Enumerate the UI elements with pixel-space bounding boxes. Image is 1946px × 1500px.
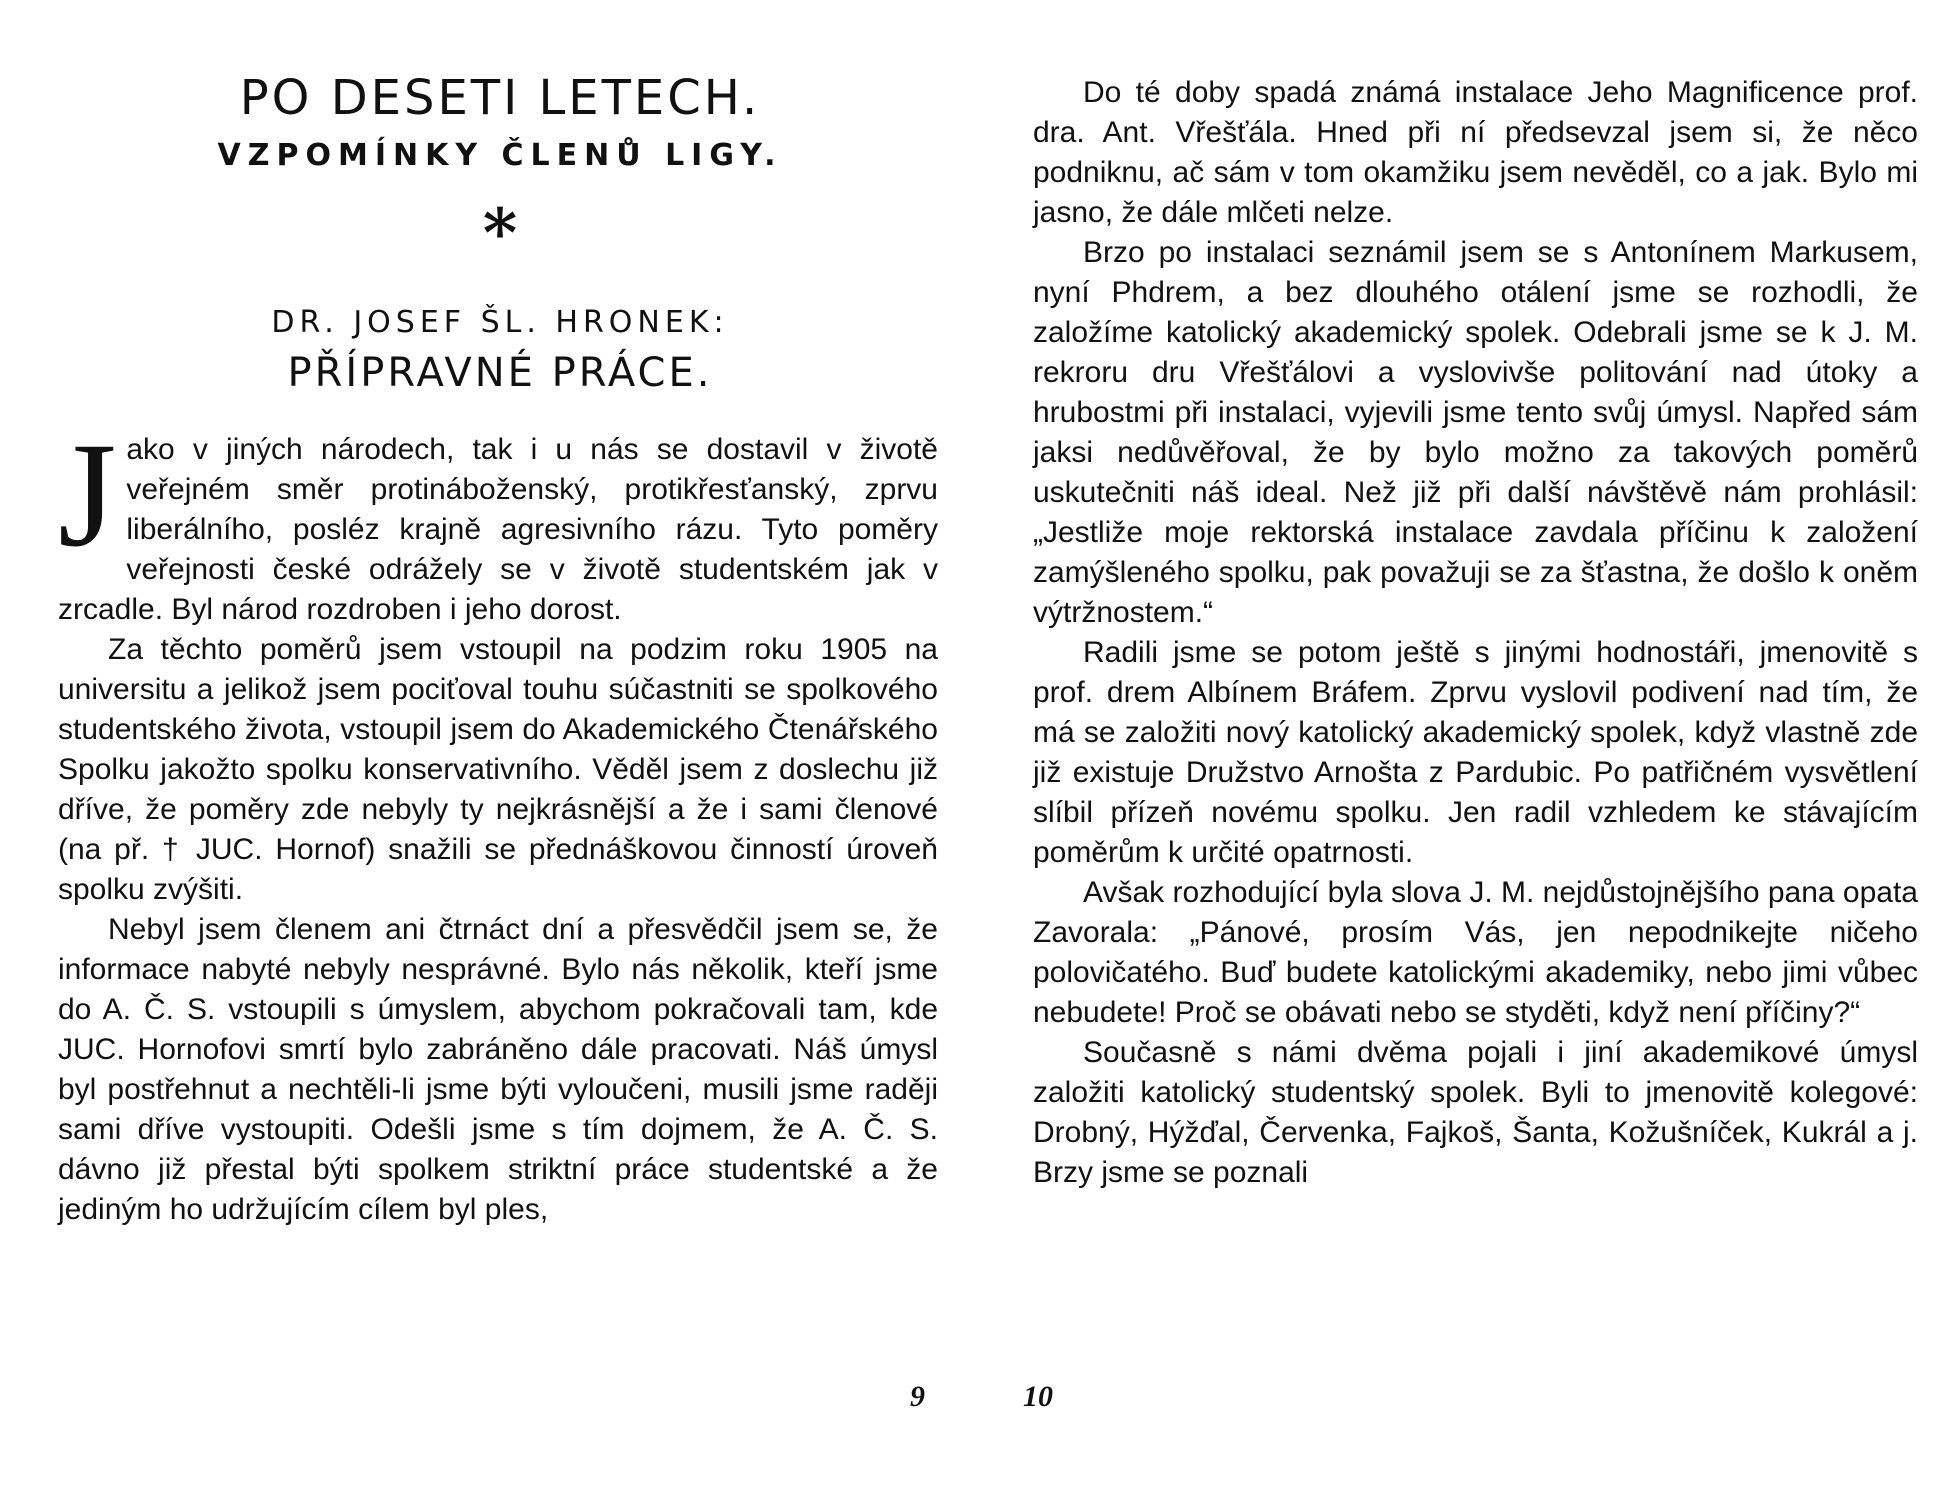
paragraph-5: Brzo po instalaci seznámil jsem se s Antonínem Markusem, nyní Phdrem, a bez dlouhého otálení jsme se rozhodli, že založíme katolický akademický spolek. Odebrali jsme se k J. M. rekroru dru Vřešťálovi a vyslovivše politování nad útoky a hrubostmi při instalaci, vyjevili jsme tento svůj úmysl. Napřed sám jaksi nedůvěřoval, že by bylo možno za takových poměrů uskutečniti náš ideal. Než již při další návštěvě nám prohlásil: „Jestliže moje rektorská instalace zavdala příčinu k založení zamýšleného spolku, pak považuji se za šťastna, že došlo k oněm výtržnostem.“ bbox=[1033, 236, 1918, 629]
article-title: PŘÍPRAVNÉ PRÁCE. bbox=[287, 350, 713, 396]
paragraph-4: Do té doby spadá známá instalace Jeho Magnificence prof. dra. Ant. Vřešťála. Hned při ní předsevzal jsem si, že něco podniknu, ač sám v tom okamžiku jsem nevěděl, co a jak. Bylo mi jasno, že dále mlčeti nelze. bbox=[1033, 76, 1918, 229]
right-body-text bbox=[1033, 73, 1918, 1193]
page-number-right: 10 bbox=[1023, 1380, 1053, 1413]
paragraph-6: Radili jsme se potom ještě s jinými hodnostáři, jmenovitě s prof. drem Albínem Bráfem. Zprvu vyslovil podivení nad tím, že má se založiti nový katolický akademický spolek, když vlastně zde již existuje Družstvo Arnošta z Pardubic. Po patřičném vysvětlení slíbil přízeň novému spolku. Jen radil vzhledem ke stávajícím poměrům k určité opatrnosti. bbox=[1033, 636, 1918, 869]
page-number-left: 9 bbox=[910, 1380, 925, 1413]
chapter-subtitle: VZPOMÍNKY ČLENŮ LIGY. bbox=[217, 138, 783, 173]
paragraph-8: Současně s námi dvěma pojali i jiní akademikové úmysl založiti katolický studentský spolek. Byli to jmenovitě kolegové: Drobný, Hýžďal, Červenka, Fajkoš, Šanta, Kožušníček, Kukrál a j. Brzy jsme se poznali bbox=[1033, 1036, 1918, 1189]
asterisk-ornament-icon: * bbox=[482, 194, 518, 272]
paragraph-1-text: ako v jiných národech, tak i u nás se dostavil v životě veřejném směr protináboženský, protikřesťanský, zprvu liberálního, posléz krajně agresivního rázu. Tyto poměry veřejnosti české odrážely se v životě studentském jak v zrcadle. Byl národ rozdroben i jeho dorost. bbox=[58, 433, 938, 626]
paragraph-3: Nebyl jsem členem ani čtrnáct dní a přesvědčil jsem se, že informace nabyté nebyly nesprávné. Bylo nás několik, kteří jsme do A. Č. S. vstoupili s úmyslem, abychom pokračovali tam, kde JUC. Hornofovi smrtí bylo zabráněno dále pracovati. Náš úmysl byl postřehnut a nechtěli-li jsme býti vyloučeni, musili jsme raději sami dříve vystoupiti. Odešli jsme s tím dojmem, že A. Č. S. dávno již přestal býti spolkem striktní práce studentské a že jediným ho udržujícím cílem byl ples, bbox=[58, 913, 938, 1226]
paragraph-2: Za těchto poměrů jsem vstoupil na podzim roku 1905 na universitu a jelikož jsem pociťoval touhu súčastniti se spolkového studentského života, vstoupil jsem do Akademického Čtenářského Spolku jakožto spolku konservativního. Věděl jsem z doslechu již dříve, že poměry zde nebyly ty nejkrásnější a že i sami členové (na př. † JUC. Hornof) snažili se přednáškovou činností úroveň spolku zvýšiti. bbox=[58, 633, 938, 906]
left-body-text bbox=[58, 412, 938, 1230]
drop-cap: J bbox=[58, 412, 117, 578]
chapter-title: PO DESETI LETECH. bbox=[239, 70, 761, 126]
article-author: DR. JOSEF ŠL. HRONEK: bbox=[271, 305, 729, 340]
paragraph-1 bbox=[58, 412, 938, 630]
right-page bbox=[973, 0, 1946, 1500]
paragraph-7: Avšak rozhodující byla slova J. M. nejdůstojnějšího pana opata Zavorala: „Pánové, prosím Vás, jen nepodnikejte ničeho polovičatého. Buď budete katolickými akademiky, nebo jimi vůbec nebudete! Proč se obávati nebo se styděti, když není příčiny?“ bbox=[1033, 876, 1918, 1029]
